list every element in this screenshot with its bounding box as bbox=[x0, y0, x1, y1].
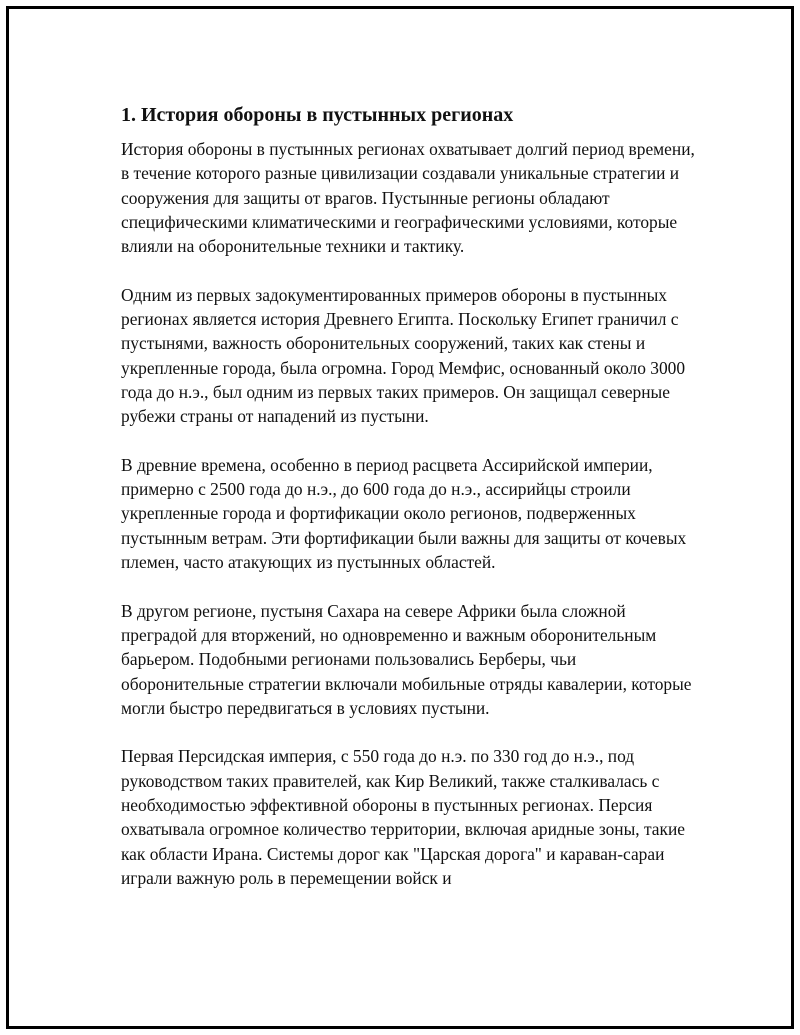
document-body bbox=[121, 101, 701, 915]
paragraph: В древние времена, особенно в период расцвета Ассирийской империи, примерно с 2500 года до н.э., до 600 года до н.э., ассирийцы строили укрепленные города и фортификации около регионов, подверженных пустынным ветрам. Эти фортификации были важны для защиты от кочевых племен, часто атакующих из пустынных областей. bbox=[121, 454, 687, 573]
section-heading: 1. История обороны в пустынных регионах bbox=[121, 104, 514, 126]
paragraph: Одним из первых задокументированных примеров обороны в пустынных регионах является история Древнего Египта. Поскольку Египет граничил с пустынями, важность оборонительных сооружений, таких как стены и укрепленные города, была огромна. Город Мемфис, основанный около 3000 года до н.э., был одним из первых таких примеров. Он защищал северные рубежи страны от нападений из пустыни. bbox=[121, 284, 686, 427]
paragraph: История обороны в пустынных регионах охватывает долгий период времени, в течение которого разные цивилизации создавали уникальные стратегии и сооружения для защиты от врагов. Пустынные регионы обладают специфическими климатическими и географическими условиями, которые влияли на оборонительные техники и тактику. bbox=[121, 139, 695, 257]
paragraph: В другом регионе, пустыня Сахара на севере Африки была сложной преградой для вторжений, но одновременно и важным оборонительным барьером. Подобными регионами пользовались Берберы, чьи оборонительные стратегии включали мобильные отряды кавалерии, которые могли быстро передвигаться в условиях пустыни. bbox=[121, 600, 692, 718]
page-border bbox=[6, 6, 794, 1029]
paragraph: Первая Персидская империя, с 550 года до н.э. по 330 год до н.э., под руководством таких правителей, как Кир Великий, также сталкивалась с необходимостью эффективной обороны в пустынных регионах. Персия охватывала огромное количество территории, включая аридные зоны, такие как области Ирана. Системы дорог как "Царская дорога" и караван-сараи играли важную роль в перемещении войск и bbox=[121, 746, 685, 888]
